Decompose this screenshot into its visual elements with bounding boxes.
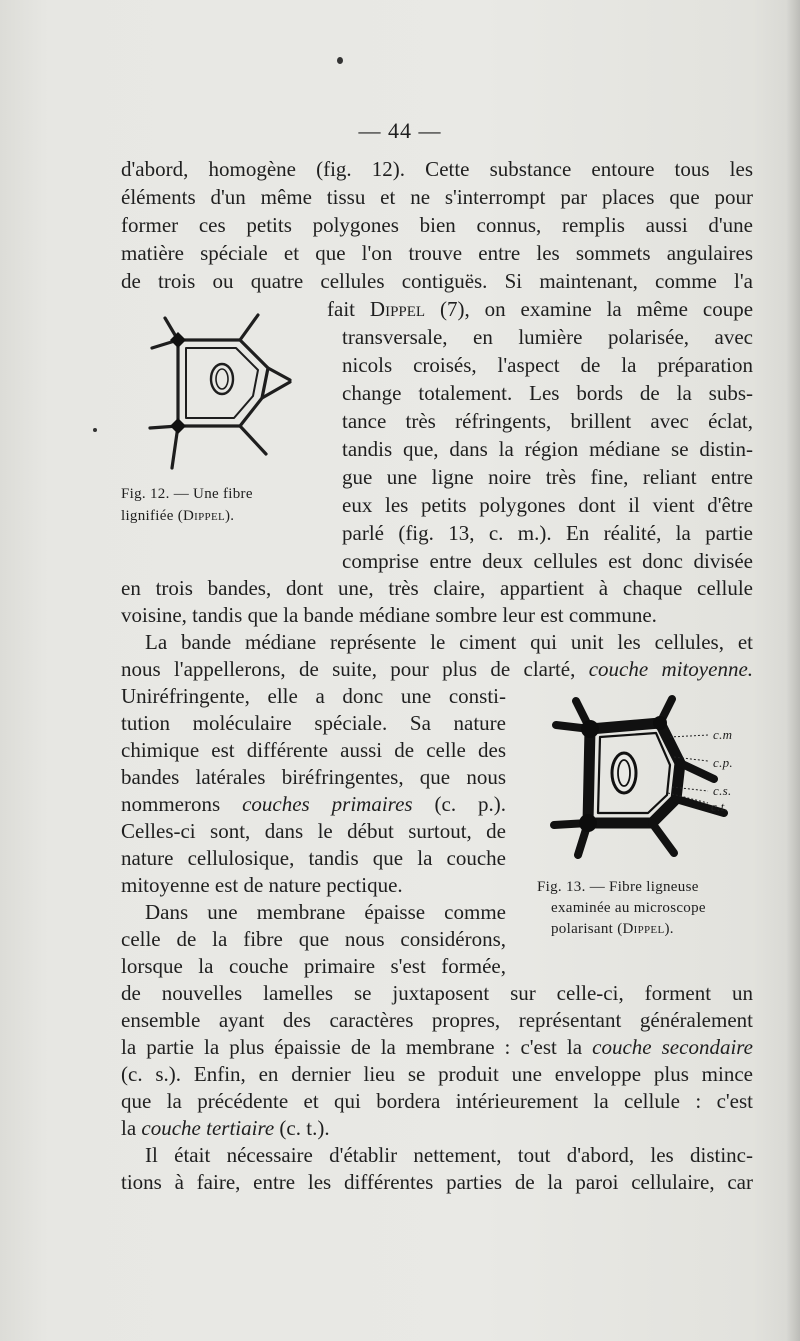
text-line: bandes latérales biréfringentes, que nous (121, 765, 506, 789)
term-couche-mitoyenne: couche mitoyenne. (588, 657, 754, 681)
junction-node (170, 332, 186, 348)
author-name: Dippel (369, 297, 426, 321)
branch-line (150, 315, 290, 468)
text-line: tance très réfringents, brillent avec éclat, (342, 409, 753, 433)
figure-13-drawing (548, 695, 758, 860)
text-line: tions à faire, entre les différentes parties de la paroi cellulaire, car (121, 1170, 753, 1194)
term-couche-secondaire: couche secondaire (592, 1035, 753, 1059)
ink-speck (337, 57, 343, 64)
text-line: Il était nécessaire d'établir nettement, tout d'abord, les distinc- (145, 1143, 753, 1167)
text-line: Celles-ci sont, dans le début surtout, de (121, 819, 506, 843)
text-line: de trois ou quatre cellules contiguës. Si maintenant, comme l'a (121, 269, 753, 293)
text-line: former ces petits polygones bien connus, remplis aussi d'une (121, 213, 753, 237)
junction-node (653, 716, 667, 730)
text-line: voisine, tandis que la bande médiane sombre leur est commune. (121, 603, 657, 627)
text-line: parlé (fig. 13, c. m.). En réalité, la partie (342, 521, 753, 545)
text-line: de nouvelles lamelles se juxtaposent sur celle-ci, forment un (121, 981, 753, 1005)
label-couche-secondaire: c.s. (713, 783, 732, 798)
text-line: eux les petits polygones dont il vient d'être (342, 493, 753, 517)
text-line: nommerons couches primaires (c. p.). (121, 792, 506, 816)
cell-lumen-inner (216, 369, 228, 389)
text-line: Dans une membrane épaisse comme (145, 900, 506, 924)
text-line: transversale, en lumière polarisée, avec (342, 325, 753, 349)
fiber-wall-inner (186, 348, 258, 418)
text-line: change totalement. Les bords de la subs- (342, 381, 753, 405)
term-couche-tertiaire: couche tertiaire (141, 1116, 275, 1140)
text-line: en trois bandes, dont une, très claire, appartient à chaque cellule (121, 576, 753, 600)
text-line: ensemble ayant des caractères propres, représentant généralement (121, 1008, 753, 1032)
text-line: nicols croisés, l'aspect de la préparation (342, 353, 753, 377)
term-couches-primaires: couches primaires (242, 792, 413, 816)
label-couche-mitoyenne: c.m (713, 727, 733, 742)
page-edge-shadow (786, 0, 800, 1341)
figure-13-caption: examinée au microscope (551, 900, 706, 916)
text-line: comprise entre deux cellules est donc divisée (342, 549, 753, 573)
figure-13-caption: Fig. 13. — Fibre ligneuse (537, 879, 699, 895)
text-line: nous l'appellerons, de suite, pour plus de clarté, couche mitoyenne. (121, 657, 754, 681)
text-line: (c. s.). Enfin, en dernier lieu se produit une enveloppe plus mince (121, 1062, 753, 1086)
label-couche-tertiaire: c.t. (711, 799, 729, 814)
junction-node (170, 418, 186, 434)
label-couche-primaire: c.p. (713, 755, 733, 770)
text-line: nature cellulosique, tandis que la couche (121, 846, 506, 870)
leader-line-cm (670, 735, 708, 737)
cell-lumen (612, 753, 636, 793)
text-line: matière spéciale et que l'on trouve entre les sommets angulaires (121, 241, 753, 265)
text-line: fait Dippel (7), on examine la même coupe (327, 297, 754, 321)
text-line: La bande médiane représente le ciment qui unit les cellules, et (145, 630, 753, 654)
figure-12-caption: Fig. 12. — Une fibre (121, 486, 253, 502)
text-line: chimique est différente aussi de celle des (121, 738, 506, 762)
text-line: mitoyenne est de nature pectique. (121, 873, 403, 897)
text-line: celle de la fibre que nous considérons, (121, 927, 506, 951)
text-line: lorsque la couche primaire s'est formée, (121, 954, 506, 978)
text-line: que la précédente et qui bordera intérieurement la cellule : c'est (121, 1089, 753, 1113)
text-line: gue une ligne noire très fine, reliant entre (342, 465, 753, 489)
text-line: éléments d'un même tissu et ne s'interrompt par places que pour (121, 185, 753, 209)
figure-13-caption: polarisant (Dippel). (551, 921, 674, 937)
text-line: la partie la plus épaissie de la membrane : c'est la couche secondaire (121, 1035, 753, 1059)
text-line: d'abord, homogène (fig. 12). Cette substance entoure tous les (121, 157, 753, 181)
figure-12-drawing (140, 310, 300, 475)
text-line: la couche tertiaire (c. t.). (121, 1116, 330, 1140)
junction-node (581, 720, 599, 738)
text-line: tution moléculaire spéciale. Sa nature (121, 711, 506, 735)
page-number: — 44 — (358, 118, 442, 143)
junction-node (579, 814, 597, 832)
ink-speck (93, 428, 97, 432)
text-line: Uniréfringente, elle a donc une consti- (121, 684, 506, 708)
text-line: tandis que, dans la région médiane se distin- (342, 437, 753, 461)
figure-12-caption: lignifiée (Dippel). (121, 508, 235, 524)
